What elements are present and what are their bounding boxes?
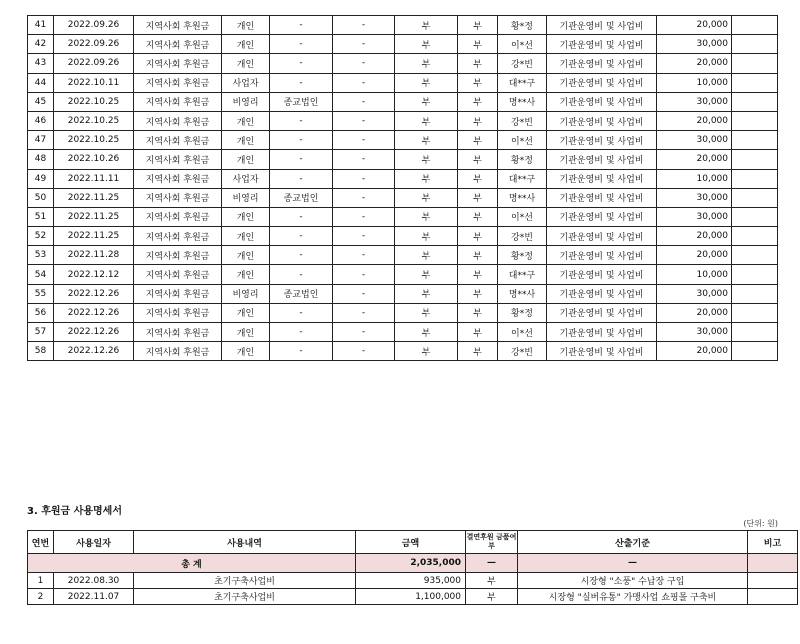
note-cell [732,131,778,150]
date-cell: 2022.10.25 [54,111,134,130]
header-linked: 결연후원 금품여부 [466,531,518,554]
header-date: 사용일자 [54,531,134,554]
date-cell: 2022.12.26 [54,284,134,303]
header-basis: 산출기준 [518,531,748,554]
purpose-cell: 기관운영비 및 사업비 [547,342,657,361]
corp-type-cell: - [270,169,333,188]
flag1-cell: 부 [395,265,458,284]
amount-cell: 20,000 [657,150,732,169]
usage-amount-cell: 935,000 [356,573,466,589]
total-amount: 2,035,000 [356,554,466,573]
purpose-cell: 기관운영비 및 사업비 [547,92,657,111]
table-row [28,227,778,246]
row-number: 52 [28,227,54,246]
category-cell: 지역사회 후원금 [134,111,222,130]
donor-type-cell: 개인 [222,246,270,265]
donor-type-cell: 개인 [222,150,270,169]
flag2-cell: 부 [458,92,498,111]
corp-type-cell: - [270,54,333,73]
row-number: 45 [28,92,54,111]
date-cell: 2022.09.26 [54,54,134,73]
table-row [28,246,778,265]
purpose-cell: 기관운영비 및 사업비 [547,303,657,322]
total-row [28,554,798,573]
purpose-cell: 기관운영비 및 사업비 [547,246,657,265]
corp-type-cell: - [270,265,333,284]
row-number: 53 [28,246,54,265]
table-row [28,131,778,150]
donor-name-cell: 황*정 [498,303,547,322]
donor-name-cell: 황*정 [498,246,547,265]
amount-cell: 10,000 [657,265,732,284]
purpose-cell: 기관운영비 및 사업비 [547,131,657,150]
table-row [28,342,778,361]
amount-cell: 30,000 [657,284,732,303]
purpose-cell: 기관운영비 및 사업비 [547,207,657,226]
category-cell: 지역사회 후원금 [134,131,222,150]
extra-cell: - [333,16,395,35]
table-row [28,150,778,169]
usage-desc-cell: 초기구축사업비 [134,589,356,605]
category-cell: 지역사회 후원금 [134,227,222,246]
row-number: 58 [28,342,54,361]
usage-desc-cell: 초기구축사업비 [134,573,356,589]
category-cell: 지역사회 후원금 [134,284,222,303]
purpose-cell: 기관운영비 및 사업비 [547,169,657,188]
flag1-cell: 부 [395,342,458,361]
donor-name-cell: 강*빈 [498,227,547,246]
flag2-cell: 부 [458,54,498,73]
flag1-cell: 부 [395,111,458,130]
note-cell [732,323,778,342]
donor-type-cell: 개인 [222,207,270,226]
date-cell: 2022.11.25 [54,207,134,226]
row-number: 44 [28,73,54,92]
flag1-cell: 부 [395,169,458,188]
table-row [28,303,778,322]
note-cell [732,111,778,130]
donation-table-body [28,16,778,361]
flag1-cell: 부 [395,131,458,150]
table-row [28,54,778,73]
extra-cell: - [333,131,395,150]
category-cell: 지역사회 후원금 [134,16,222,35]
category-cell: 지역사회 후원금 [134,323,222,342]
flag1-cell: 부 [395,323,458,342]
row-number: 56 [28,303,54,322]
date-cell: 2022.11.11 [54,169,134,188]
flag2-cell: 부 [458,111,498,130]
table-row [28,73,778,92]
row-number: 46 [28,111,54,130]
amount-cell: 30,000 [657,35,732,54]
flag1-cell: 부 [395,92,458,111]
table-row [28,16,778,35]
category-cell: 지역사회 후원금 [134,265,222,284]
row-number: 47 [28,131,54,150]
table-row [28,111,778,130]
note-cell [732,92,778,111]
donor-type-cell: 비영리 [222,92,270,111]
note-cell [732,284,778,303]
row-number: 49 [28,169,54,188]
extra-cell: - [333,284,395,303]
extra-cell: - [333,323,395,342]
header-desc: 사용내역 [134,531,356,554]
donor-name-cell: 대**구 [498,73,547,92]
usage-linked-cell: 부 [466,589,518,605]
flag2-cell: 부 [458,169,498,188]
donor-name-cell: 이*선 [498,131,547,150]
usage-date-cell: 2022.08.30 [54,573,134,589]
table-row [28,589,798,605]
note-cell [732,169,778,188]
amount-cell: 30,000 [657,207,732,226]
flag2-cell: 부 [458,323,498,342]
purpose-cell: 기관운영비 및 사업비 [547,16,657,35]
total-note [748,554,798,573]
extra-cell: - [333,207,395,226]
table-row [28,207,778,226]
donor-name-cell: 강*빈 [498,111,547,130]
category-cell: 지역사회 후원금 [134,303,222,322]
donor-name-cell: 대**구 [498,169,547,188]
extra-cell: - [333,303,395,322]
amount-cell: 30,000 [657,131,732,150]
note-cell [732,188,778,207]
purpose-cell: 기관운영비 및 사업비 [547,323,657,342]
usage-date-cell: 2022.11.07 [54,589,134,605]
amount-cell: 20,000 [657,227,732,246]
header-note: 비고 [748,531,798,554]
donor-type-cell: 개인 [222,303,270,322]
extra-cell: - [333,227,395,246]
extra-cell: - [333,35,395,54]
note-cell [732,265,778,284]
donor-name-cell: 이*선 [498,323,547,342]
donor-name-cell: 황*정 [498,16,547,35]
amount-cell: 20,000 [657,246,732,265]
table-row [28,265,778,284]
note-cell [732,342,778,361]
extra-cell: - [333,92,395,111]
donor-name-cell: 이*선 [498,207,547,226]
flag1-cell: 부 [395,188,458,207]
flag2-cell: 부 [458,16,498,35]
corp-type-cell: - [270,16,333,35]
donor-name-cell: 대**구 [498,265,547,284]
corp-type-cell: 종교법인 [270,92,333,111]
flag2-cell: 부 [458,265,498,284]
flag2-cell: 부 [458,246,498,265]
flag2-cell: 부 [458,35,498,54]
extra-cell: - [333,150,395,169]
category-cell: 지역사회 후원금 [134,188,222,207]
donor-type-cell: 개인 [222,16,270,35]
usage-basis-cell: 시장형 "소풍" 수납장 구입 [518,573,748,589]
table-row [28,188,778,207]
extra-cell: - [333,54,395,73]
donor-type-cell: 개인 [222,35,270,54]
row-number: 41 [28,16,54,35]
table-row [28,35,778,54]
flag2-cell: 부 [458,188,498,207]
section-title: 3. 후원금 사용명세서 [27,506,122,517]
donor-type-cell: 개인 [222,227,270,246]
usage-note-cell [748,573,798,589]
note-cell [732,54,778,73]
purpose-cell: 기관운영비 및 사업비 [547,265,657,284]
flag1-cell: 부 [395,16,458,35]
note-cell [732,16,778,35]
donor-name-cell: 명**사 [498,92,547,111]
amount-cell: 20,000 [657,342,732,361]
table-row [28,92,778,111]
date-cell: 2022.10.25 [54,92,134,111]
row-number: 42 [28,35,54,54]
date-cell: 2022.12.26 [54,323,134,342]
row-number: 43 [28,54,54,73]
donor-type-cell: 사업자 [222,169,270,188]
category-cell: 지역사회 후원금 [134,150,222,169]
flag1-cell: 부 [395,73,458,92]
usage-table [27,530,798,605]
purpose-cell: 기관운영비 및 사업비 [547,73,657,92]
flag1-cell: 부 [395,150,458,169]
note-cell [732,227,778,246]
note-cell [732,73,778,92]
row-number: 51 [28,207,54,226]
category-cell: 지역사회 후원금 [134,207,222,226]
donor-type-cell: 비영리 [222,284,270,303]
amount-cell: 10,000 [657,73,732,92]
purpose-cell: 기관운영비 및 사업비 [547,188,657,207]
donor-name-cell: 명**사 [498,188,547,207]
category-cell: 지역사회 후원금 [134,246,222,265]
flag2-cell: 부 [458,73,498,92]
purpose-cell: 기관운영비 및 사업비 [547,54,657,73]
category-cell: 지역사회 후원금 [134,54,222,73]
category-cell: 지역사회 후원금 [134,73,222,92]
row-number: 48 [28,150,54,169]
header-no: 연번 [28,531,54,554]
usage-no-cell: 1 [28,573,54,589]
note-cell [732,207,778,226]
category-cell: 지역사회 후원금 [134,35,222,54]
usage-no-cell: 2 [28,589,54,605]
purpose-cell: 기관운영비 및 사업비 [547,284,657,303]
corp-type-cell: 종교법인 [270,188,333,207]
date-cell: 2022.10.26 [54,150,134,169]
donor-name-cell: 이*선 [498,35,547,54]
flag2-cell: 부 [458,150,498,169]
extra-cell: - [333,342,395,361]
amount-cell: 30,000 [657,92,732,111]
table-row [28,169,778,188]
donor-type-cell: 개인 [222,342,270,361]
usage-basis-cell: 시장형 "실버유통" 가맹사업 쇼핑몰 구축비 [518,589,748,605]
corp-type-cell: 종교법인 [270,284,333,303]
purpose-cell: 기관운영비 및 사업비 [547,35,657,54]
total-label: 총 계 [28,554,356,573]
donor-type-cell: 사업자 [222,73,270,92]
flag2-cell: 부 [458,131,498,150]
flag2-cell: 부 [458,227,498,246]
category-cell: 지역사회 후원금 [134,342,222,361]
note-cell [732,150,778,169]
usage-table-body [28,573,798,605]
corp-type-cell: - [270,111,333,130]
donor-type-cell: 개인 [222,54,270,73]
date-cell: 2022.11.25 [54,227,134,246]
flag1-cell: 부 [395,54,458,73]
date-cell: 2022.11.25 [54,188,134,207]
extra-cell: - [333,188,395,207]
donor-type-cell: 비영리 [222,188,270,207]
donor-type-cell: 개인 [222,323,270,342]
corp-type-cell: - [270,342,333,361]
donation-table [27,15,778,361]
purpose-cell: 기관운영비 및 사업비 [547,111,657,130]
extra-cell: - [333,265,395,284]
flag2-cell: 부 [458,303,498,322]
total-basis: — [518,554,748,573]
donor-name-cell: 황*정 [498,150,547,169]
flag1-cell: 부 [395,303,458,322]
usage-amount-cell: 1,100,000 [356,589,466,605]
extra-cell: - [333,111,395,130]
table-row [28,573,798,589]
flag1-cell: 부 [395,284,458,303]
corp-type-cell: - [270,35,333,54]
donor-type-cell: 개인 [222,131,270,150]
purpose-cell: 기관운영비 및 사업비 [547,150,657,169]
amount-cell: 10,000 [657,169,732,188]
donor-name-cell: 명**사 [498,284,547,303]
flag1-cell: 부 [395,35,458,54]
donor-name-cell: 강*빈 [498,342,547,361]
extra-cell: - [333,73,395,92]
amount-cell: 20,000 [657,111,732,130]
row-number: 50 [28,188,54,207]
purpose-cell: 기관운영비 및 사업비 [547,227,657,246]
row-number: 57 [28,323,54,342]
header-amount: 금액 [356,531,466,554]
donor-type-cell: 개인 [222,265,270,284]
donor-name-cell: 강*빈 [498,54,547,73]
flag2-cell: 부 [458,284,498,303]
flag1-cell: 부 [395,207,458,226]
flag2-cell: 부 [458,207,498,226]
category-cell: 지역사회 후원금 [134,92,222,111]
amount-cell: 20,000 [657,54,732,73]
table-row [28,323,778,342]
date-cell: 2022.12.26 [54,342,134,361]
note-cell [732,35,778,54]
date-cell: 2022.12.12 [54,265,134,284]
corp-type-cell: - [270,207,333,226]
row-number: 55 [28,284,54,303]
date-cell: 2022.09.26 [54,35,134,54]
amount-cell: 30,000 [657,323,732,342]
date-cell: 2022.10.25 [54,131,134,150]
donor-type-cell: 개인 [222,111,270,130]
corp-type-cell: - [270,73,333,92]
table-row [28,284,778,303]
date-cell: 2022.10.11 [54,73,134,92]
note-cell [732,303,778,322]
corp-type-cell: - [270,150,333,169]
flag1-cell: 부 [395,246,458,265]
amount-cell: 30,000 [657,188,732,207]
corp-type-cell: - [270,246,333,265]
usage-note-cell [748,589,798,605]
amount-cell: 20,000 [657,303,732,322]
corp-type-cell: - [270,131,333,150]
date-cell: 2022.12.26 [54,303,134,322]
total-linked: — [466,554,518,573]
category-cell: 지역사회 후원금 [134,169,222,188]
date-cell: 2022.11.28 [54,246,134,265]
corp-type-cell: - [270,227,333,246]
date-cell: 2022.09.26 [54,16,134,35]
corp-type-cell: - [270,303,333,322]
corp-type-cell: - [270,323,333,342]
usage-linked-cell: 부 [466,573,518,589]
extra-cell: - [333,169,395,188]
flag2-cell: 부 [458,342,498,361]
row-number: 54 [28,265,54,284]
flag1-cell: 부 [395,227,458,246]
amount-cell: 20,000 [657,16,732,35]
extra-cell: - [333,246,395,265]
note-cell [732,246,778,265]
unit-note: (단위: 원) [743,519,778,528]
